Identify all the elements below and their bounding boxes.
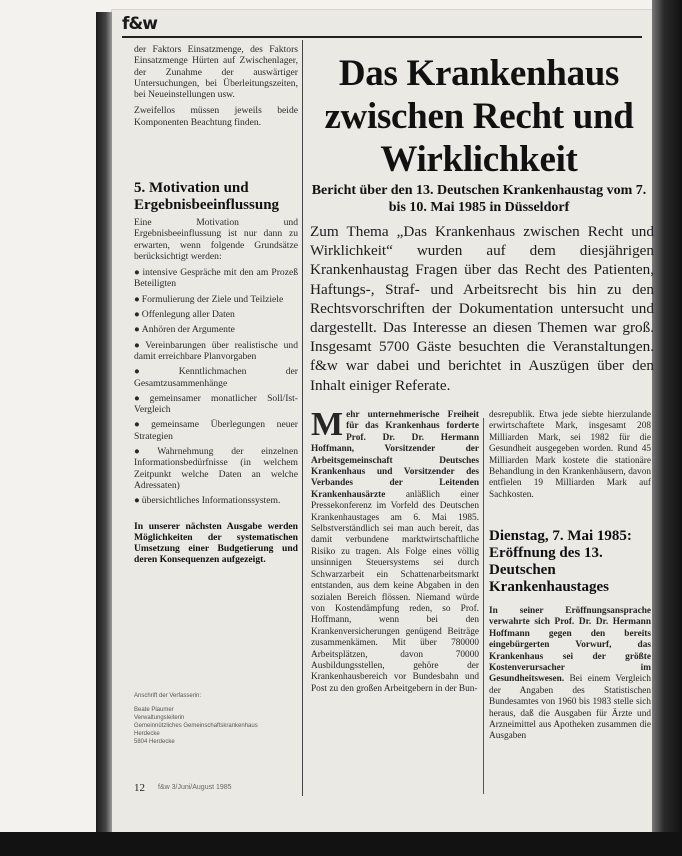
bullet-dot-icon: ● (134, 446, 156, 458)
bullet-dot-icon: ● (134, 267, 141, 279)
bullet-dot-icon: ● (134, 339, 144, 351)
article-column-3 (489, 410, 651, 501)
credit-line: Verwaltungsleiterin (134, 715, 185, 721)
bullet-text: Vereinbarungen über realistische und damit erreichbare Planvorgaben (134, 339, 298, 362)
credit-line: Anschrift der Verfasserin: (134, 693, 202, 699)
left-paragraph-3: Eine Motivation und Ergebnisbeeinflussung ist nur dann zu erwarten, wenn folgende Grundsätze berücksichtigt werden: (134, 217, 298, 262)
bullet-item (134, 294, 298, 305)
col2-bold-lead: ehr unternehmerische Freiheit für das Krankenhaus forderte Prof. Dr. Dr. Hermann Hoffmann, Vorsitzender der Arbeitsgemeinschaft Deutsches Krankenhaus und Vorsitzender des Verbandes der Leitenden Krankenhausärzte (311, 410, 479, 500)
bullet-dot-icon: ● (134, 392, 148, 404)
bullet-dot-icon: ● (134, 324, 140, 336)
left-closing-paragraph: In unserer nächsten Ausgabe werden Möglichkeiten der systematischen Umsetzung einer Budgetierung und deren Konsequenzen aufgezeigt. (134, 520, 298, 566)
left-column (134, 44, 298, 133)
bullet-text: Offenlegung aller Daten (141, 309, 235, 321)
bullet-dot-icon: ● (134, 309, 140, 321)
bullet-item (134, 446, 298, 491)
bullet-item (134, 495, 298, 506)
credit-line: 5804 Herdecke (134, 739, 175, 745)
article-subtitle: Bericht über den 13. Deutschen Krankenhaustag vom 7. bis 10. Mai 1985 in Düsseldorf (311, 183, 647, 215)
bullet-text: intensive Gespräche mit den am Prozeß Beteiligten (134, 267, 299, 290)
column-divider-lower (483, 418, 484, 794)
bullet-text: Wahrnehmung der einzelnen Informationsbedürfnisse (in welchem Zeitpunkt welche Daten an welche Adressaten) (134, 446, 299, 491)
left-paragraph-2: Zweifellos müssen jeweils beide Komponenten Beachtung finden. (134, 105, 298, 128)
bullet-text: übersichtliches Informationssystem. (141, 495, 281, 507)
bullet-dot-icon: ● (134, 495, 140, 507)
bullet-item (134, 267, 298, 290)
bullet-text: gemeinsame Überlegungen neuer Strategien (134, 419, 298, 442)
col3-text-2: Bei einem Vergleich der Angaben des Statistischen Bundesamtes von 1960 bis 1983 stelle sich heraus, daß die Ausgaben für Ärzte und Arzneimittel aus Apotheken zusammen die Ausgaben (489, 674, 652, 742)
article-column-3-lower (489, 606, 651, 743)
column-divider (302, 40, 303, 796)
col2-text: anläßlich einer Pressekonferenz im Vorfeld des Deutschen Krankenhaustages am 6. Mai 1985. Selbstverständlich sei man auch bereit, das damit verbundene marktwirtschaftliche Risiko zu tragen. Als Folge eines völlig unsinnigen Steuersystems sei durch Schwarzarbeit ein Schattenarbeitsmarkt entstanden, aus dem keine Abgaben in den sozialen Bereich flössen. Niemand würde von Kostendämpfung reden, so Prof. Hoffmann, wenn bei den Krankenversicherungen genügend Beiträge zusammenkämen. Mit über 780000 Arbeitsplätzen, davon 70000 Ausbildungsstellen, gehöre der Krankenhausbereich vor Bundesbahn und Post zu den großen Arbeitgebern in der Bun- (311, 489, 480, 694)
bullet-text: Anhören der Argumente (141, 324, 235, 336)
left-column-lower (134, 217, 298, 571)
header-rule (122, 36, 642, 38)
col3-bold-lead: In seiner Eröffnungsansprache verwahrte sich Prof. Dr. Dr. Hermann Hoffmann gegen den bereits eingebürgerten Vorwurf, das Krankenhaus sei der größte Kostenverursacher im Gesundheitswesen. (489, 606, 651, 685)
bullet-text: gemeinsamer monatlicher Soll/Ist-Vergleich (134, 392, 298, 416)
credit-line: Gemeinnützliches Gemeinschaftskrankenhaus (134, 723, 258, 729)
col3-text: desrepublik. Etwa jede siebte hierzulande erwirtschaftete Mark, insgesamt 208 Milliarden Mark, sei 1982 für die Gesundheit ausgegeben worden. Rund 45 Milliarden Mark kostete die stationäre Behandlung in den Krankenhäusern, davon entfielen 19 Milliarden Mark auf Sachkosten. (489, 410, 651, 500)
article-title: Das Krankenhaus zwischen Recht und Wirklichkeit (324, 53, 634, 180)
bullet-item (134, 340, 298, 363)
bullet-item (134, 419, 298, 442)
page-binding-shadow (96, 12, 112, 832)
section-heading-motivation: 5. Motivation und Ergebnisbeeinflussung (134, 180, 280, 213)
footer-source: f&w 3/Juni/August 1985 (158, 784, 232, 791)
bullet-dot-icon: ● (134, 293, 140, 305)
drop-cap: M (311, 406, 344, 443)
section-heading-dienstag: Dienstag, 7. Mai 1985: Eröffnung des 13. Deutschen Krankenhaustages (489, 528, 632, 595)
bullet-list (134, 267, 298, 506)
bullet-item (134, 366, 298, 389)
bullet-item (134, 393, 298, 416)
bullet-dot-icon: ● (134, 366, 177, 378)
magazine-logo: f&w (122, 14, 157, 34)
bullet-dot-icon: ● (134, 419, 150, 431)
author-credit (134, 692, 296, 746)
scan-bottom-edge (0, 832, 682, 856)
page-number: 12 (134, 782, 145, 794)
article-column-2 (311, 406, 480, 695)
bullet-text: Formulierung der Ziele und Teilziele (141, 293, 284, 305)
credit-line: Herdecke (134, 731, 160, 737)
scan-right-edge (652, 0, 682, 832)
article-intro: Zum Thema „Das Krankenhaus zwischen Recht und Wirklichkeit“ wurden auf dem diesjährigen Krankenhaustag Fragen über das Recht des Patienten, Haftungs-, Straf- und Arbeitsrecht bis hin zu den Rechtsvorschriften der Dokumentation untersucht und dargestellt. Das Interesse an diesen Themen war groß. Insgesamt 5700 Gäste besuchten die Veranstaltungen. f&w war dabei und berichtet in Auszügen über den Inhalt einiger Referate. (310, 223, 654, 394)
bullet-item (134, 309, 298, 320)
bullet-text: Kenntlichmachen der Gesamtzusammenhänge (134, 366, 299, 389)
left-top-paragraph: der Faktors Einsatzmenge, des Faktors Einsatzmenge Hürten auf Zwischenlager, der Zunahme der auswärtiger Untersuchungen, bei Überleitungszeiten, bei Neueinstellungen usw. (134, 44, 298, 101)
bullet-item (134, 324, 298, 335)
credit-line: Beate Plaumer (134, 707, 174, 713)
